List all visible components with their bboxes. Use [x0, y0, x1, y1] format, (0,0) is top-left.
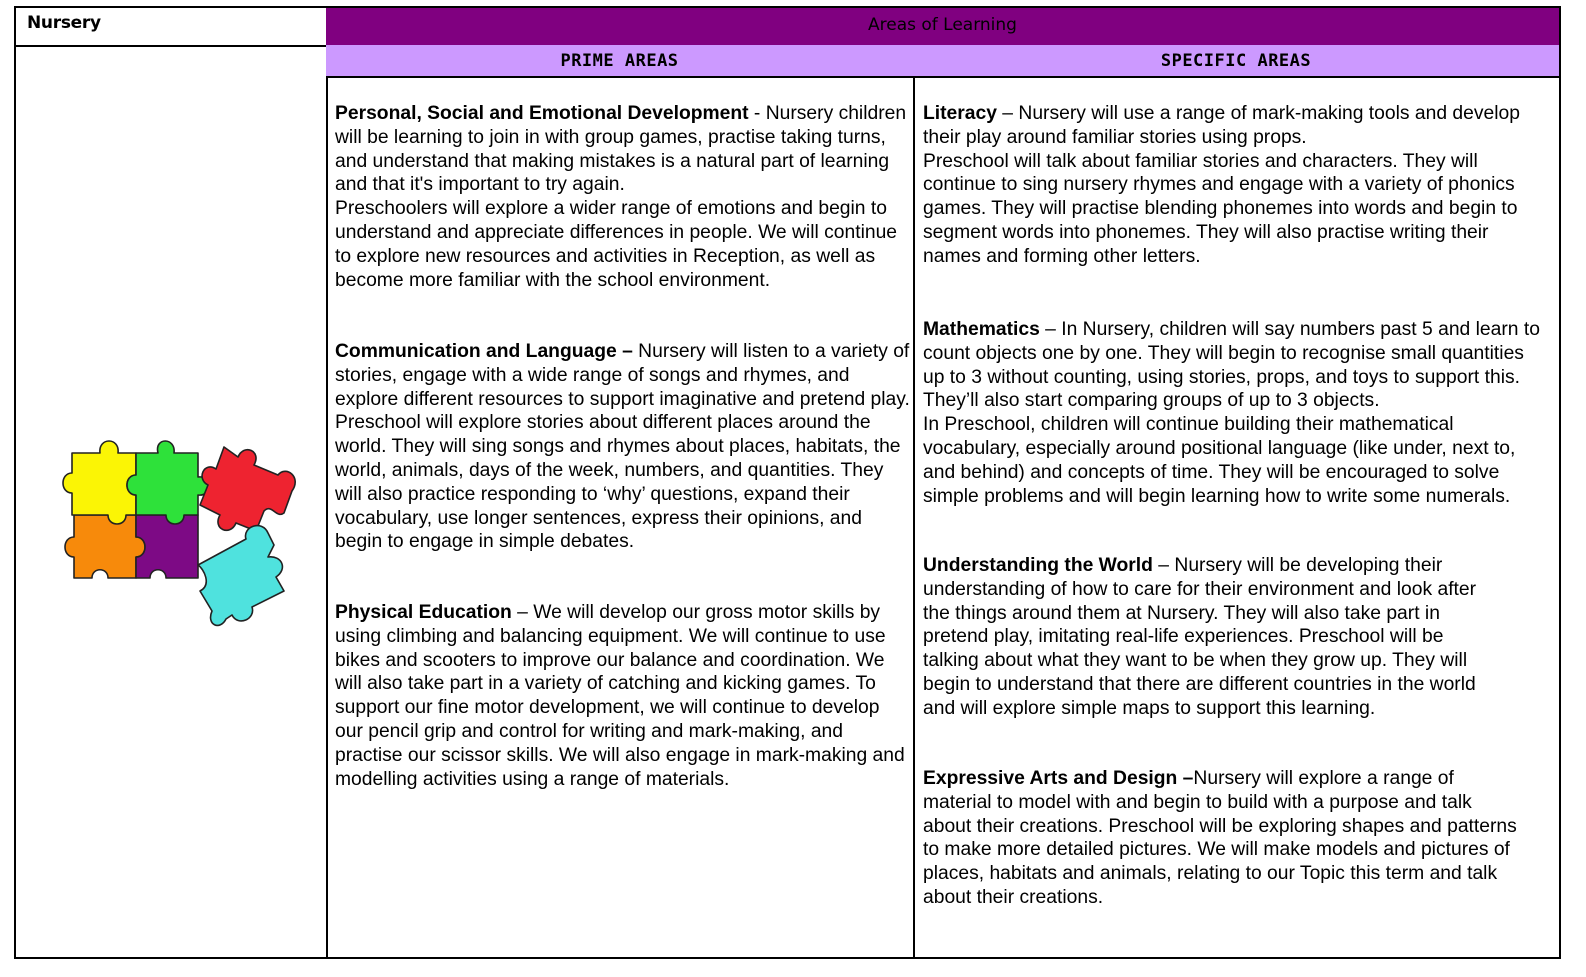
- pe-heading: Physical Education: [335, 602, 512, 623]
- maths-heading: Mathematics: [923, 319, 1040, 340]
- pse-separator: -: [748, 103, 766, 124]
- pse-heading: Personal, Social and Emotional Development: [335, 103, 749, 124]
- puzzle-piece-cyan: [198, 526, 284, 626]
- ead-text: Nursery will explore a range of material to model with and begin to build with a purpose and talk about their creations. Preschool will be exploring shapes and patterns to make more detailed pictures. We will make models and pictures of places, habitats and animals, relating to our Topic this term and talk about their creations.: [923, 768, 1517, 908]
- prime-areas-header: [326, 45, 915, 78]
- nursery-label-cell: [14, 6, 328, 47]
- nursery-label: Nursery: [27, 13, 101, 33]
- literacy-heading: Literacy: [923, 103, 997, 124]
- image-cell: [14, 45, 328, 959]
- cl-section: [335, 340, 910, 554]
- literacy-section: [923, 102, 1549, 269]
- utw-heading: Understanding the World: [923, 555, 1153, 576]
- cl-text: Nursery will listen to a variety of stories, engage with a wide range of songs and rhymes, and explore different resources to support imaginative and pretend play. Preschool will explore stories about different places around the world. They will sing songs and rhymes about places, habitats, the world, animals, days of the week, numbers, and quantities. They will also practice responding to ‘why’ questions, expand their vocabulary, use longer sentences, express their opinions, and begin to engage in simple debates.: [335, 341, 910, 553]
- pse-section: [335, 102, 910, 292]
- specific-areas-body: [913, 76, 1561, 959]
- puzzle-pieces-icon: [16, 45, 330, 959]
- prime-areas-body: [326, 76, 915, 959]
- utw-text: – Nursery will be developing their understanding of how to care for their environment and look after the things around them at Nursery. They will also take part in pretend play, imitating real-life experiences. Preschool will be talking about what they want to be when they grow up. They will begin to understand that there are different countries in the world and will explore simple maps to support this learning.: [923, 555, 1477, 719]
- prime-areas-title: PRIME AREAS: [560, 51, 679, 71]
- pe-section: [335, 601, 910, 791]
- pse-text: Nursery children will be learning to join in with group games, practise taking turns, and understand that making mistakes is a natural part of learning and that it's important to try again.: [335, 103, 907, 196]
- maths-text-preschool: In Preschool, children will continue building their mathematical vocabulary, especially around positional language (like under, next to, and behind) and concepts of time. They will be encouraged to solve simple problems and will begin learning how to write some numerals.: [923, 414, 1516, 507]
- literacy-text: – Nursery will use a range of mark-making tools and develop their play around familiar stories using props.: [923, 103, 1520, 148]
- puzzle-piece-yellow: [63, 441, 136, 524]
- puzzle-piece-red: [200, 447, 295, 531]
- maths-section: [923, 318, 1549, 508]
- ead-section: [923, 767, 1523, 910]
- puzzle-piece-orange: [65, 506, 145, 578]
- pse-text-preschool: Preschoolers will explore a wider range of emotions and begin to understand and appreciate differences in people. We will continue to explore new resources and activities in Reception, as well as become more familiar with the school environment.: [335, 198, 898, 291]
- ead-heading: Expressive Arts and Design –: [923, 768, 1194, 789]
- curriculum-table: [14, 6, 1561, 959]
- specific-areas-header: [913, 45, 1561, 78]
- utw-section: [923, 554, 1498, 721]
- puzzle-piece-green: [127, 441, 209, 524]
- areas-of-learning-title: Areas of Learning: [868, 15, 1017, 35]
- cl-heading: Communication and Language –: [335, 341, 633, 362]
- specific-areas-title: SPECIFIC AREAS: [1160, 51, 1312, 71]
- maths-text: – In Nursery, children will say numbers past 5 and learn to count objects one by one. They will begin to recognise small quantities up to 3 without counting, using stories, props, and toys to support this. They’ll also start comparing groups of up to 3 objects.: [923, 319, 1540, 412]
- pe-text: – We will develop our gross motor skills by using climbing and balancing equipment. We will continue to use bikes and scooters to improve our balance and coordination. We will also take part in a variety of catching and kicking games. To support our fine motor development, we will continue to develop our pencil grip and control for writing and mark-making, and practise our scissor skills. We will also engage in mark-making and modelling activities using a range of materials.: [335, 602, 905, 790]
- areas-of-learning-header: [326, 6, 1561, 47]
- literacy-text-preschool: Preschool will talk about familiar stories and characters. They will continue to sing nursery rhymes and engage with a variety of phonics games. They will practise blending phonemes into words and begin to segment words into phonemes. They will also practise writing their names and forming other letters.: [923, 150, 1518, 267]
